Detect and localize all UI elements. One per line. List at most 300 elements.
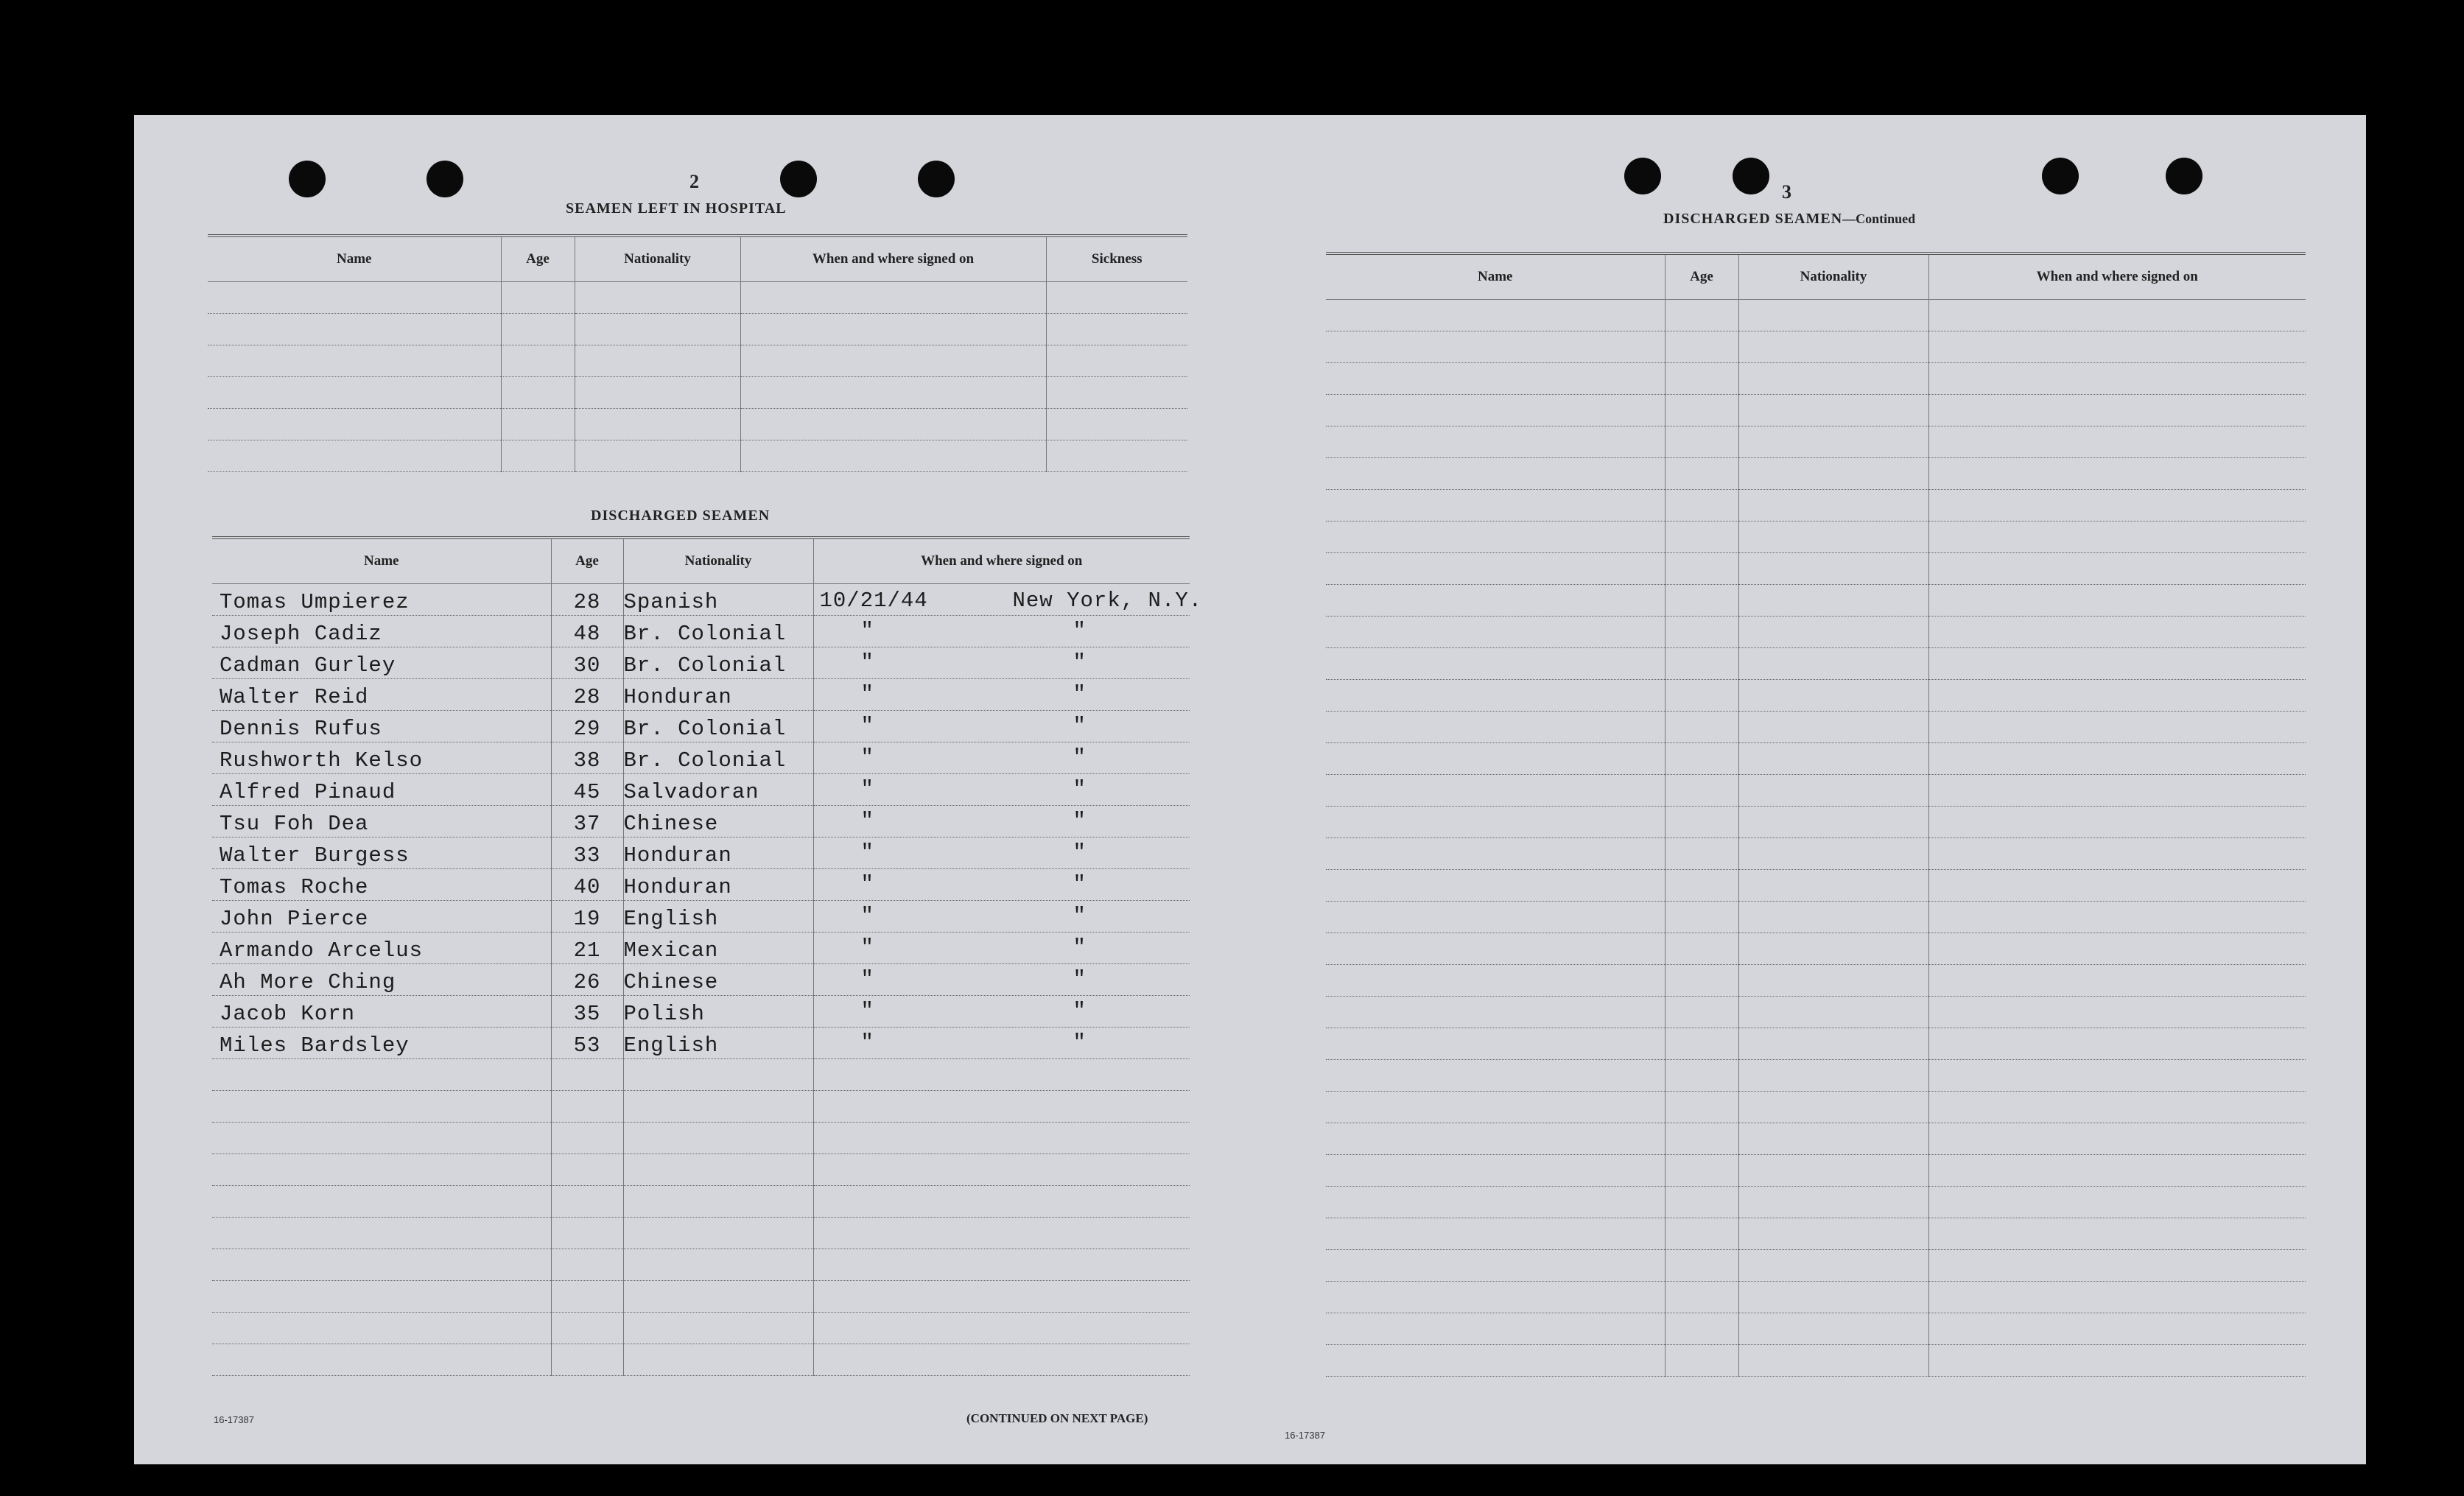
form-number: 16-17387: [1285, 1430, 1325, 1441]
seaman-age: 28: [573, 590, 601, 614]
seaman-age: 40: [573, 875, 601, 899]
table-cell: [208, 345, 501, 377]
seaman-signed-on-cell: [813, 964, 1190, 996]
seaman-nationality-cell: [623, 679, 813, 711]
seaman-age-cell: [551, 901, 623, 933]
col-header-signed-on: When and where signed on: [813, 538, 1190, 584]
seaman-name-cell: [212, 647, 551, 679]
col-header-nationality: Nationality: [575, 236, 740, 282]
table-cell: [623, 1154, 813, 1186]
table-cell: [1738, 1345, 1928, 1377]
table-cell: [208, 314, 501, 345]
table-cell: [1665, 1060, 1738, 1092]
seaman-nationality: English: [623, 1033, 719, 1058]
seaman-name-cell: [212, 1028, 551, 1059]
table-row: [1326, 712, 2306, 743]
signed-on-place: ": [1073, 967, 1087, 991]
seaman-signed-on-cell: [813, 869, 1190, 901]
table-row: [212, 1281, 1190, 1313]
signed-on-place: ": [1073, 935, 1087, 960]
seaman-name: Armando Arcelus: [220, 938, 424, 963]
seaman-nationality-cell: [623, 964, 813, 996]
seaman-name: Cadman Gurley: [220, 653, 396, 678]
col-header-name: Name: [208, 236, 501, 282]
discharged-table: [212, 536, 1203, 1376]
table-cell: [1928, 490, 2306, 522]
table-cell: [623, 1218, 813, 1249]
table-cell: [1326, 331, 1665, 363]
seaman-signed-on-cell: [813, 774, 1190, 806]
table-cell: [1326, 712, 1665, 743]
table-cell: [1665, 300, 1738, 331]
table-cell: [1928, 1282, 2306, 1313]
col-header-name: Name: [212, 538, 551, 584]
table-cell: [1665, 458, 1738, 490]
table-row: [1326, 395, 2306, 426]
hospital-section-title: SEAMEN LEFT IN HOSPITAL: [566, 200, 787, 217]
table-row: [1326, 997, 2306, 1028]
seaman-age-cell: [551, 837, 623, 869]
table-cell: [1665, 395, 1738, 426]
table-cell: [551, 1218, 623, 1249]
table-cell: [212, 1281, 551, 1313]
seaman-name: Tsu Foh Dea: [220, 812, 369, 836]
table-cell: [1326, 490, 1665, 522]
table-cell: [1738, 585, 1928, 617]
seaman-nationality: Br. Colonial: [623, 717, 787, 741]
seaman-age-cell: [551, 806, 623, 837]
table-cell: [1046, 282, 1187, 314]
table-cell: [740, 409, 1046, 440]
table-cell: [1738, 902, 1928, 933]
table-cell: [501, 440, 575, 472]
seaman-age-cell: [551, 711, 623, 742]
seaman-age: 48: [573, 622, 601, 646]
seaman-nationality-cell: [623, 901, 813, 933]
hospital-header-row: [208, 236, 1187, 282]
seaman-age-cell: [551, 774, 623, 806]
punch-hole-icon: [1733, 158, 1769, 194]
seaman-name-cell: [212, 742, 551, 774]
seaman-signed-on-cell: [813, 806, 1190, 837]
signed-on-place: ": [1073, 777, 1087, 801]
seaman-name: Tomas Roche: [220, 875, 369, 899]
seaman-name-cell: [212, 774, 551, 806]
table-cell: [623, 1059, 813, 1091]
table-cell: [1326, 648, 1665, 680]
table-cell: [1928, 458, 2306, 490]
table-cell: [1928, 997, 2306, 1028]
table-cell: [501, 377, 575, 409]
table-cell: [1738, 1187, 1928, 1218]
table-cell: [1738, 1155, 1928, 1187]
table-cell: [212, 1091, 551, 1123]
table-cell: [1738, 1092, 1928, 1123]
table-cell: [740, 314, 1046, 345]
table-cell: [623, 1249, 813, 1281]
table-row: [1326, 426, 2306, 458]
table-row: [1326, 1187, 2306, 1218]
seaman-age-cell: [551, 679, 623, 711]
table-row: [1326, 1060, 2306, 1092]
table-row: [208, 409, 1187, 440]
signed-on-place: ": [1073, 904, 1087, 928]
table-cell: [740, 282, 1046, 314]
table-row: [1326, 300, 2306, 331]
table-cell: [1928, 1313, 2306, 1345]
seaman-nationality: Salvadoran: [623, 780, 759, 804]
right-page: [1268, 115, 2366, 1464]
discharged-header-row: [212, 538, 1190, 584]
table-cell: [1665, 870, 1738, 902]
table-cell: [208, 409, 501, 440]
table-cell: [1665, 426, 1738, 458]
table-row: [1326, 1092, 2306, 1123]
seaman-row: [212, 996, 1190, 1028]
table-cell: [1928, 1123, 2306, 1155]
signed-on-place: ": [1073, 840, 1087, 865]
table-cell: [212, 1344, 551, 1376]
table-cell: [813, 1091, 1190, 1123]
signed-on-place: ": [1073, 999, 1087, 1023]
table-cell: [1326, 870, 1665, 902]
table-row: [208, 282, 1187, 314]
seaman-nationality: Chinese: [623, 812, 719, 836]
table-cell: [551, 1249, 623, 1281]
table-cell: [575, 314, 740, 345]
table-cell: [1928, 1092, 2306, 1123]
table-row: [1326, 553, 2306, 585]
table-cell: [1665, 648, 1738, 680]
punch-hole-icon: [780, 161, 817, 197]
seaman-name: Miles Bardsley: [220, 1033, 410, 1058]
seaman-nationality: Honduran: [623, 685, 732, 709]
seaman-age: 35: [573, 1002, 601, 1026]
table-cell: [501, 282, 575, 314]
col-header-nationality: Nationality: [1738, 253, 1928, 300]
table-cell: [1738, 426, 1928, 458]
table-cell: [1326, 1345, 1665, 1377]
table-cell: [1665, 743, 1738, 775]
table-cell: [1046, 314, 1187, 345]
table-cell: [1326, 807, 1665, 838]
table-cell: [551, 1186, 623, 1218]
table-cell: [1326, 1187, 1665, 1218]
table-cell: [1928, 1218, 2306, 1250]
table-row: [212, 1091, 1190, 1123]
table-cell: [623, 1344, 813, 1376]
table-row: [212, 1123, 1190, 1154]
seaman-nationality-cell: [623, 1028, 813, 1059]
table-cell: [740, 440, 1046, 472]
table-row: [1326, 363, 2306, 395]
table-cell: [1326, 680, 1665, 712]
seaman-age-cell: [551, 584, 623, 616]
table-row: [1326, 838, 2306, 870]
table-row: [212, 1186, 1190, 1218]
signed-on-date: ": [860, 1030, 874, 1055]
table-row: [1326, 490, 2306, 522]
seaman-age: 37: [573, 812, 601, 836]
seaman-signed-on-cell: [813, 616, 1190, 647]
seaman-row: [212, 679, 1190, 711]
table-cell: [575, 440, 740, 472]
table-cell: [1928, 712, 2306, 743]
section-title-suffix: —Continued: [1842, 211, 1916, 226]
table-cell: [208, 377, 501, 409]
table-cell: [1326, 553, 1665, 585]
punch-hole-icon: [2042, 158, 2079, 194]
table-cell: [575, 282, 740, 314]
seaman-name: Walter Reid: [220, 685, 369, 709]
table-row: [1326, 743, 2306, 775]
col-header-sickness: Sickness: [1046, 236, 1187, 282]
seaman-age: 38: [573, 748, 601, 773]
punch-hole-icon: [918, 161, 955, 197]
table-cell: [1928, 902, 2306, 933]
signed-on-place: ": [1073, 872, 1087, 896]
table-cell: [551, 1059, 623, 1091]
section-title-main: DISCHARGED SEAMEN: [1663, 211, 1843, 227]
signed-on-date: ": [860, 840, 874, 865]
table-cell: [575, 345, 740, 377]
signed-on-date: ": [860, 904, 874, 928]
seaman-age: 53: [573, 1033, 601, 1058]
seaman-age-cell: [551, 742, 623, 774]
table-cell: [1738, 331, 1928, 363]
table-cell: [1738, 1250, 1928, 1282]
table-row: [1326, 870, 2306, 902]
seaman-age: 26: [573, 970, 601, 994]
table-cell: [1928, 743, 2306, 775]
seaman-age: 29: [573, 717, 601, 741]
seaman-name-cell: [212, 933, 551, 964]
table-cell: [1738, 965, 1928, 997]
punch-hole-icon: [427, 161, 463, 197]
seaman-age: 45: [573, 780, 601, 804]
table-cell: [813, 1344, 1190, 1376]
table-cell: [1928, 1028, 2306, 1060]
punch-hole-icon: [289, 161, 326, 197]
table-cell: [1665, 617, 1738, 648]
table-cell: [1928, 838, 2306, 870]
table-cell: [813, 1218, 1190, 1249]
table-cell: [1326, 300, 1665, 331]
seaman-row: [212, 742, 1190, 774]
seaman-row: [212, 869, 1190, 901]
table-cell: [1665, 902, 1738, 933]
table-cell: [1738, 617, 1928, 648]
table-cell: [1665, 1345, 1738, 1377]
punch-hole-icon: [2166, 158, 2202, 194]
table-row: [1326, 1218, 2306, 1250]
table-cell: [1738, 553, 1928, 585]
table-cell: [740, 345, 1046, 377]
seaman-row: [212, 837, 1190, 869]
table-cell: [1665, 585, 1738, 617]
col-header-name: Name: [1326, 253, 1665, 300]
seaman-nationality-cell: [623, 837, 813, 869]
seaman-age-cell: [551, 616, 623, 647]
table-cell: [1326, 902, 1665, 933]
signed-on-place: ": [1073, 809, 1087, 833]
table-cell: [1928, 775, 2306, 807]
seaman-name: Alfred Pinaud: [220, 780, 396, 804]
seaman-age-cell: [551, 964, 623, 996]
table-row: [212, 1313, 1190, 1344]
table-cell: [1326, 1282, 1665, 1313]
seaman-nationality-cell: [623, 806, 813, 837]
table-cell: [1738, 1218, 1928, 1250]
seaman-age-cell: [551, 647, 623, 679]
table-cell: [551, 1281, 623, 1313]
left-page: [134, 115, 1268, 1464]
seaman-signed-on-cell: [813, 584, 1203, 616]
table-cell: [1738, 807, 1928, 838]
table-cell: [1326, 997, 1665, 1028]
table-cell: [1665, 1092, 1738, 1123]
seaman-row: [212, 616, 1190, 647]
table-row: [1326, 902, 2306, 933]
seaman-row: [212, 964, 1190, 996]
seaman-name: Tomas Umpierez: [220, 590, 410, 614]
table-cell: [1046, 377, 1187, 409]
table-cell: [1665, 1282, 1738, 1313]
seaman-age-cell: [551, 933, 623, 964]
table-row: [1326, 965, 2306, 997]
table-cell: [1326, 522, 1665, 553]
table-cell: [1665, 838, 1738, 870]
table-row: [212, 1154, 1190, 1186]
continued-footer: (CONTINUED ON NEXT PAGE): [966, 1411, 1148, 1425]
table-cell: [813, 1249, 1190, 1281]
seaman-nationality-cell: [623, 869, 813, 901]
table-row: [1326, 522, 2306, 553]
seaman-name: Rushworth Kelso: [220, 748, 424, 773]
table-cell: [1665, 965, 1738, 997]
seaman-name-cell: [212, 711, 551, 742]
seaman-age: 21: [573, 938, 601, 963]
table-cell: [1738, 838, 1928, 870]
table-cell: [1326, 933, 1665, 965]
table-cell: [1928, 617, 2306, 648]
table-cell: [1928, 680, 2306, 712]
table-cell: [1046, 409, 1187, 440]
table-cell: [1738, 680, 1928, 712]
table-cell: [212, 1059, 551, 1091]
seaman-nationality: Br. Colonial: [623, 748, 787, 773]
table-cell: [1665, 1123, 1738, 1155]
table-cell: [813, 1313, 1190, 1344]
table-row: [208, 377, 1187, 409]
seaman-nationality: Spanish: [623, 590, 719, 614]
table-cell: [813, 1154, 1190, 1186]
table-cell: [1928, 300, 2306, 331]
signed-on-date: ": [860, 935, 874, 960]
table-cell: [208, 440, 501, 472]
table-cell: [1928, 870, 2306, 902]
seaman-age: 28: [573, 685, 601, 709]
seaman-age: 19: [573, 907, 601, 931]
seaman-row: [212, 774, 1190, 806]
table-cell: [1738, 395, 1928, 426]
table-cell: [212, 1249, 551, 1281]
table-cell: [1326, 743, 1665, 775]
table-row: [1326, 933, 2306, 965]
table-cell: [1326, 395, 1665, 426]
table-cell: [212, 1123, 551, 1154]
table-cell: [1665, 553, 1738, 585]
table-cell: [1326, 1028, 1665, 1060]
table-cell: [1665, 522, 1738, 553]
table-cell: [1738, 1313, 1928, 1345]
seaman-signed-on-cell: [813, 679, 1190, 711]
table-cell: [813, 1123, 1190, 1154]
table-row: [1326, 807, 2306, 838]
table-cell: [208, 282, 501, 314]
seaman-nationality-cell: [623, 742, 813, 774]
table-cell: [1738, 522, 1928, 553]
seaman-nationality: Honduran: [623, 875, 732, 899]
table-row: [1326, 458, 2306, 490]
table-cell: [1928, 363, 2306, 395]
col-header-nationality: Nationality: [623, 538, 813, 584]
table-cell: [1326, 1092, 1665, 1123]
col-header-signed-on: When and where signed on: [740, 236, 1046, 282]
table-cell: [1665, 775, 1738, 807]
seaman-nationality: Honduran: [623, 843, 732, 868]
table-cell: [1738, 1028, 1928, 1060]
table-cell: [1928, 933, 2306, 965]
signed-on-date: ": [860, 872, 874, 896]
table-cell: [623, 1186, 813, 1218]
signed-on-place: ": [1073, 714, 1087, 738]
table-cell: [1928, 1345, 2306, 1377]
table-cell: [1326, 1250, 1665, 1282]
seaman-nationality-cell: [623, 774, 813, 806]
table-cell: [1738, 458, 1928, 490]
seaman-name-cell: [212, 679, 551, 711]
table-row: [208, 440, 1187, 472]
table-cell: [1928, 395, 2306, 426]
table-cell: [1738, 300, 1928, 331]
table-cell: [1665, 490, 1738, 522]
signed-on-place: ": [1073, 619, 1087, 643]
page-number: 2: [689, 171, 699, 192]
table-cell: [1738, 1060, 1928, 1092]
table-row: [1326, 648, 2306, 680]
table-row: [212, 1218, 1190, 1249]
seaman-nationality: Mexican: [623, 938, 719, 963]
table-row: [1326, 585, 2306, 617]
col-header-age: Age: [501, 236, 575, 282]
seaman-row: [212, 806, 1190, 837]
seaman-nationality-cell: [623, 933, 813, 964]
table-cell: [1326, 585, 1665, 617]
table-cell: [1738, 933, 1928, 965]
seaman-nationality-cell: [623, 584, 813, 616]
table-cell: [1326, 1155, 1665, 1187]
signed-on-date: 10/21/44: [819, 589, 928, 613]
seaman-row: [212, 584, 1190, 616]
table-row: [1326, 775, 2306, 807]
table-row: [1326, 1155, 2306, 1187]
table-cell: [1928, 522, 2306, 553]
seaman-nationality-cell: [623, 647, 813, 679]
table-row: [1326, 1282, 2306, 1313]
table-cell: [813, 1059, 1190, 1091]
table-cell: [1326, 1060, 1665, 1092]
